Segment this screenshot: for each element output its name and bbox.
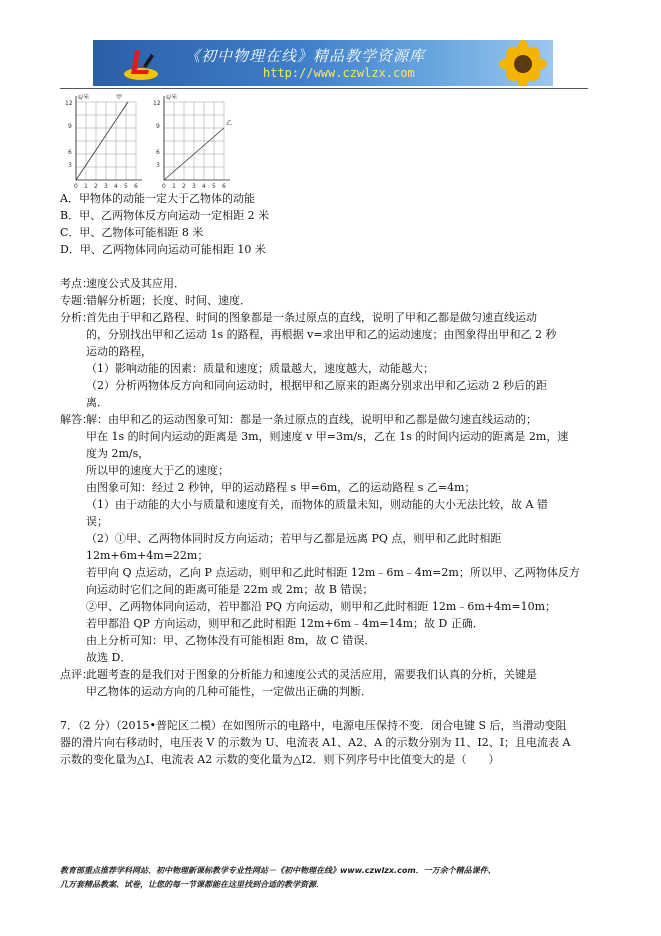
svg-text:3: 3 bbox=[192, 183, 196, 190]
svg-text:3: 3 bbox=[104, 183, 108, 190]
graph-jia-yaxis: s/米 bbox=[78, 94, 90, 101]
option-b: B．甲、乙两物体反方向运动一定相距 2 米 bbox=[60, 209, 270, 222]
svg-text:1: 1 bbox=[172, 183, 176, 190]
svg-text:0: 0 bbox=[74, 183, 78, 190]
option-a: A．甲物体的动能一定大于乙物体的动能 bbox=[60, 192, 255, 205]
svg-text:5: 5 bbox=[212, 183, 216, 190]
graph-yi bbox=[150, 92, 236, 192]
site-url: http://www.czwlzx.com bbox=[263, 66, 415, 80]
svg-text:3: 3 bbox=[68, 162, 72, 169]
svg-text:9: 9 bbox=[156, 123, 160, 130]
svg-text:4: 4 bbox=[202, 183, 206, 190]
graph-yi-name: 乙 bbox=[226, 120, 233, 127]
fenxi-section: 分析： 首先由于甲和乙路程、时间的图象都是一条过原点的直线，说明了甲和乙都是做匀速直线运动 的，分别找出甲和乙运动 1s 的路程，再根据 v=求出甲和乙的运动速度；由图象得出甲和乙 2 秒 运动的路程， （1）影响动能的因素：质量和速度；质量越大，速度越大，动能越大； （2）分析两物体反方向和同向运动时，根据甲和乙原来的距离分别求出甲和乙运动 2 秒后的距 离． bbox=[60, 311, 557, 409]
graph-jia-name: 甲 bbox=[116, 94, 123, 101]
svg-text:9: 9 bbox=[68, 123, 72, 130]
option-c: C．甲、乙物体可能相距 8 米 bbox=[60, 226, 204, 239]
page-footer: 教育部重点推荐学科网站、初中物理新课标教学专业性网站－《初中物理在线》www.czwlzx.com．一万余个精品课件、 几万套精品教案、试卷，让您的每一节课都能在这里找到合适的教学资源． bbox=[60, 866, 496, 889]
svg-text:12: 12 bbox=[153, 100, 161, 107]
site-logo-icon bbox=[121, 44, 161, 82]
site-title: 《初中物理在线》精品教学资源库 bbox=[185, 47, 426, 65]
document-body bbox=[60, 190, 596, 768]
header-banner bbox=[93, 40, 553, 86]
svg-text:5: 5 bbox=[124, 183, 128, 190]
svg-text:2: 2 bbox=[94, 183, 98, 190]
sunflower-icon bbox=[483, 40, 553, 86]
svg-text:4: 4 bbox=[114, 183, 118, 190]
svg-text:6: 6 bbox=[68, 149, 72, 156]
svg-text:6: 6 bbox=[222, 183, 226, 190]
dianping-section: 点评： 此题考查的是我们对于图象的分析能力和速度公式的灵活应用，需要我们认真的分析，关键是 甲乙物体的运动方向的几种可能性，一定做出正确的判断． bbox=[60, 668, 537, 698]
svg-text:12: 12 bbox=[65, 100, 73, 107]
svg-text:3: 3 bbox=[156, 162, 160, 169]
question-7: 7．（2 分）（2015•普陀区二模）在如图所示的电路中，电源电压保持不变．闭合电键 S 后，当滑动变阻 器的滑片向右移动时，电压表 V 的示数为 U、电流表 A1、A2、A 的示数分别为 I1、I2、I；且电流表 A 示数的变化量为△I、电流表 A2 示数的变化量为△I2．则下列序号中比值变大的是（ ） bbox=[60, 719, 571, 766]
svg-text:6: 6 bbox=[156, 149, 160, 156]
header-divider bbox=[60, 88, 588, 89]
graph-yi-yaxis: s/米 bbox=[166, 94, 178, 101]
option-d: D．甲、乙两物体同向运动可能相距 10 米 bbox=[60, 243, 266, 256]
graph-jia bbox=[62, 92, 148, 192]
jieda-section: 解答： 解：由甲和乙的运动图象可知：都是一条过原点的直线，说明甲和乙都是做匀速直线运动的； 甲在 1s 的时间内运动的距离是 3m，则速度 v 甲=3m/s，乙在 1s 的时间内运动的距离是 2m，速 度为 2m/s， 所以甲的速度大于乙的速度； 由图象可知：经过 2 秒钟，甲的运动路程 s 甲=6m，乙的运动路程 s 乙=4m； （1）由于动能的大小与质量和速度有关，而物体的质量未知，则动能的大小无法比较，故 A 错 误； （2）①甲、乙两物体同时反方向运动；若甲与乙都是远离 PQ 点，则甲和乙此时相距 12m+6m+4m=22m； 若甲向 Q 点运动，乙向 P 点运动，则甲和乙此时相距 12m﹣6m﹣4m=2m；所以甲、乙两物体反方 向运动时它们之间的距离可能是 22m 或 2m；故 B 错误； ②甲、乙两物体同向运动，若甲都沿 PQ 方向运动，则甲和乙此时相距 12m﹣6m+4m=10m； 若甲都沿 QP 方向运动，则甲和乙此时相距 12m+6m﹣4m=14m；故 D 正确． 由上分析可知：甲、乙物体没有可能相距 8m，故 C 错误． 故选 D． bbox=[60, 413, 580, 664]
zhuanti-section: 专题： 错解分析题；长度、时间、速度． bbox=[60, 294, 251, 307]
svg-text:0: 0 bbox=[162, 183, 166, 190]
svg-text:1: 1 bbox=[84, 183, 88, 190]
svg-text:2: 2 bbox=[182, 183, 186, 190]
kaodian-section: 考点： 速度公式及其应用． bbox=[60, 277, 185, 290]
svg-text:6: 6 bbox=[134, 183, 138, 190]
